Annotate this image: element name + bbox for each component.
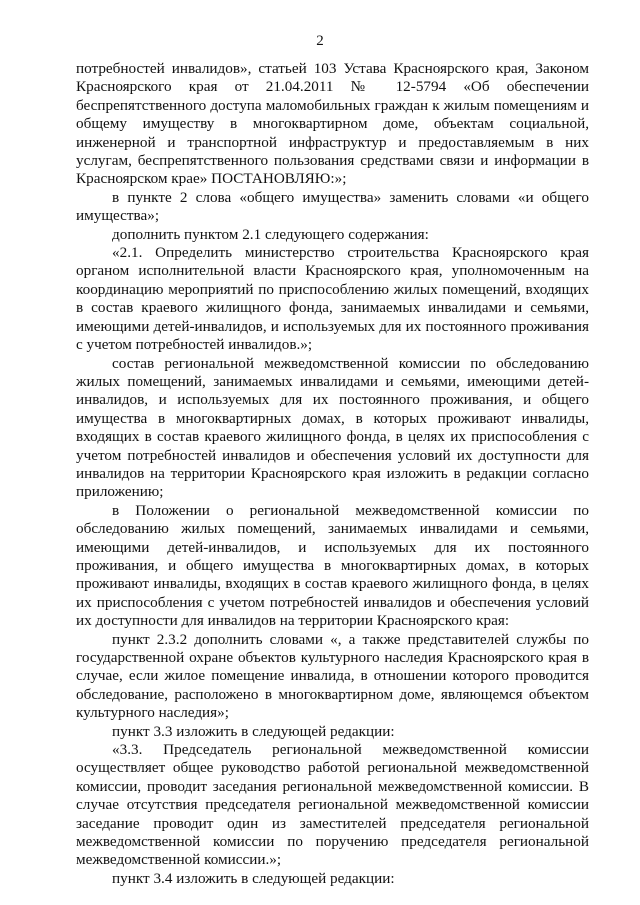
paragraph-add-item-2-1: дополнить пунктом 2.1 следующего содержания: <box>112 225 429 243</box>
paragraph-preamble-continuation: потребностей инвалидов», статьей 103 Устава Красноярского края, Законом Красноярского края от 21.04.2011 № 12-5794 «Об обеспечении беспрепятственного доступа маломобильных граждан к жилым помещениям и общему имуществу в многоквартирном доме, объектам социальной, инженерной и транспортной инфраструктур и предоставляемым в них услугам, беспрепятственного пользования средствами связи и информации в Красноярском крае» ПОСТАНОВЛЯЮ:»; <box>76 60 589 188</box>
paragraph-item-2-3-2: пункт 2.3.2 дополнить словами «, а также представителей службы по государственной охране объектов культурного наследия Красноярского края в случае, если жилое помещение инвалида, в отношении которого проводится обследование, расположено в многоквартирном доме, являющемся объектом культурного наследия»; <box>76 630 589 722</box>
paragraph-item-3-3-text: «3.3. Председатель региональной межведомственной комиссии осуществляет общее руководство работой региональной межведомственной комиссии, проводит заседания региональной межведомственной комиссии. В случае отсутствия председателя региональной межведомственной комиссии заседание проводит один из заместителей председателя региональной межведомственной комиссии по поручению председателя региональной межведомственной комиссии.»; <box>76 741 589 869</box>
paragraph-item-2-1-text: «2.1. Определить министерство строительства Красноярского края органом исполнительной власти Красноярского края, уполномоченным на координацию мероприятий по приспособлению жилых помещений, входящих в состав краевого жилищного фонда, занимаемых инвалидами и семьями, имеющими детей-инвалидов, и используемых для их постоянного проживания с учетом потребностей инвалидов.»; <box>76 244 589 354</box>
paragraph-item-2-amendment: в пункте 2 слова «общего имущества» заменить словами «и общего имущества»; <box>76 188 589 225</box>
paragraph-item-3-4-intro: пункт 3.4 изложить в следующей редакции: <box>112 869 395 887</box>
page-number: 2 <box>316 33 324 49</box>
document-body <box>76 60 589 888</box>
paragraph-commission-composition: состав региональной межведомственной комиссии по обследованию жилых помещений, занимаемых инвалидами и семьями, имеющими детей-инвалидов, и используемых для их постоянного проживания, и общего имущества в многоквартирных домах, в которых проживают инвалиды, входящих в состав краевого жилищного фонда, в целях их приспособления с учетом потребностей инвалидов и обеспечения условий их доступности для инвалидов на территории Красноярского края изложить в редакции согласно приложению; <box>76 354 589 501</box>
paragraph-commission-regulation: в Положении о региональной межведомственной комиссии по обследованию жилых помещений, занимаемых инвалидами и семьями, имеющими детей-инвалидов, и используемых для их постоянного проживания, и общего имущества в многоквартирных домах, в которых проживают инвалиды, входящих в состав краевого жилищного фонда, в целях их приспособления с учетом потребностей инвалидов и обеспечения условий их доступности для инвалидов на территории Красноярского края: <box>76 501 589 630</box>
paragraph-item-3-3-intro: пункт 3.3 изложить в следующей редакции: <box>112 722 395 740</box>
